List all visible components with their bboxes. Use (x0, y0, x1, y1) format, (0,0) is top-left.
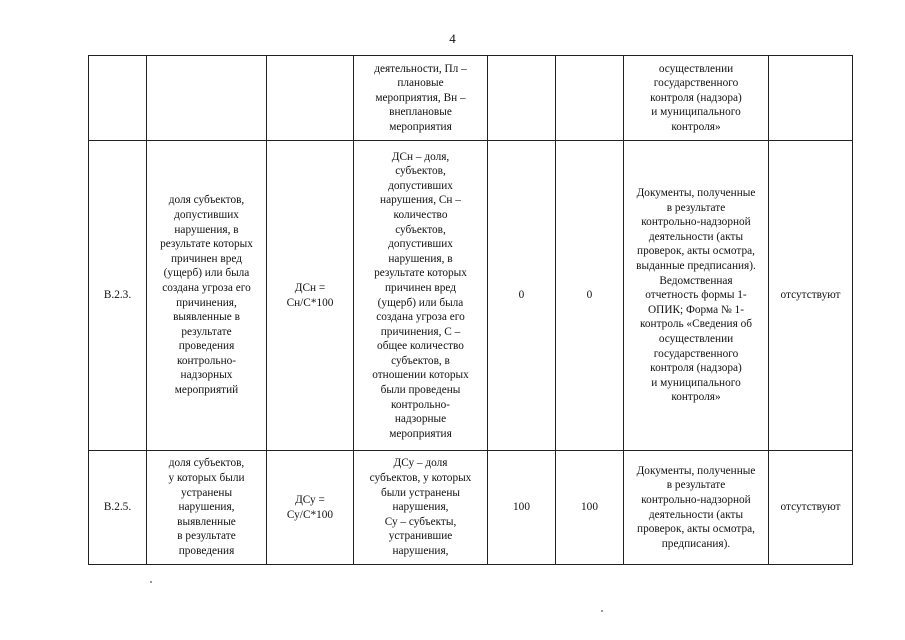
indicator-name-cell: доля субъектов, у которых были устранены нарушения, выявленные в результате проведения (147, 451, 267, 565)
indicator-table (88, 55, 853, 565)
indicator-name-cell (147, 56, 267, 141)
formula-cell: ДСн = Сн/С*100 (267, 141, 354, 451)
formula-cell: ДСу = Су/С*100 (267, 451, 354, 565)
page-number: 4 (449, 31, 456, 46)
table-row (89, 56, 853, 141)
data-source-cell: Документы, полученные в результате контрольно-надзорной деятельности (акты проверок, акты осмотра, выданные предписания). Ведомственная отчетность формы 1- ОПИК; Форма № 1- контроль «Сведения об осуществлении государственного контроля (надзора) и муниципального контроля» (624, 141, 769, 451)
table-row (89, 451, 853, 565)
data-source-cell: осуществлении государственного контроля (надзора) и муниципального контроля» (624, 56, 769, 141)
table-row (89, 141, 853, 451)
value-cell-1: 0 (488, 141, 556, 451)
scan-speck (150, 581, 152, 583)
indicator-code-cell (89, 56, 147, 141)
value-cell-2: 100 (556, 451, 624, 565)
formula-description-cell: ДСн – доля, субъектов, допустивших нарушения, Сн – количество субъектов, допустивших нарушения, в результате которых причинен вред (ущерб) или была создана угроза его причинения, С – общее количество субъектов, в отношении которых были проведены контрольно- надзорные мероприятия (354, 141, 488, 451)
note-cell (769, 56, 853, 141)
indicator-name-cell: доля субъектов, допустивших нарушения, в результате которых причинен вред (ущерб) или была создана угроза его причинения, выявленные в результате проведения контрольно- надзорных мероприятий (147, 141, 267, 451)
scan-speck (601, 610, 603, 612)
formula-description-cell: деятельности, Пл – плановые мероприятия, Вн – внеплановые мероприятия (354, 56, 488, 141)
value-cell-1: 100 (488, 451, 556, 565)
value-cell-2: 0 (556, 141, 624, 451)
note-cell: отсутствуют (769, 141, 853, 451)
data-source-cell: Документы, полученные в результате контрольно-надзорной деятельности (акты проверок, акты осмотра, предписания). (624, 451, 769, 565)
indicator-code-cell: В.2.3. (89, 141, 147, 451)
note-cell: отсутствуют (769, 451, 853, 565)
formula-description-cell: ДСу – доля субъектов, у которых были устранены нарушения, Су – субъекты, устранившие нарушения, (354, 451, 488, 565)
value-cell-2 (556, 56, 624, 141)
value-cell-1 (488, 56, 556, 141)
formula-cell (267, 56, 354, 141)
indicator-code-cell: В.2.5. (89, 451, 147, 565)
